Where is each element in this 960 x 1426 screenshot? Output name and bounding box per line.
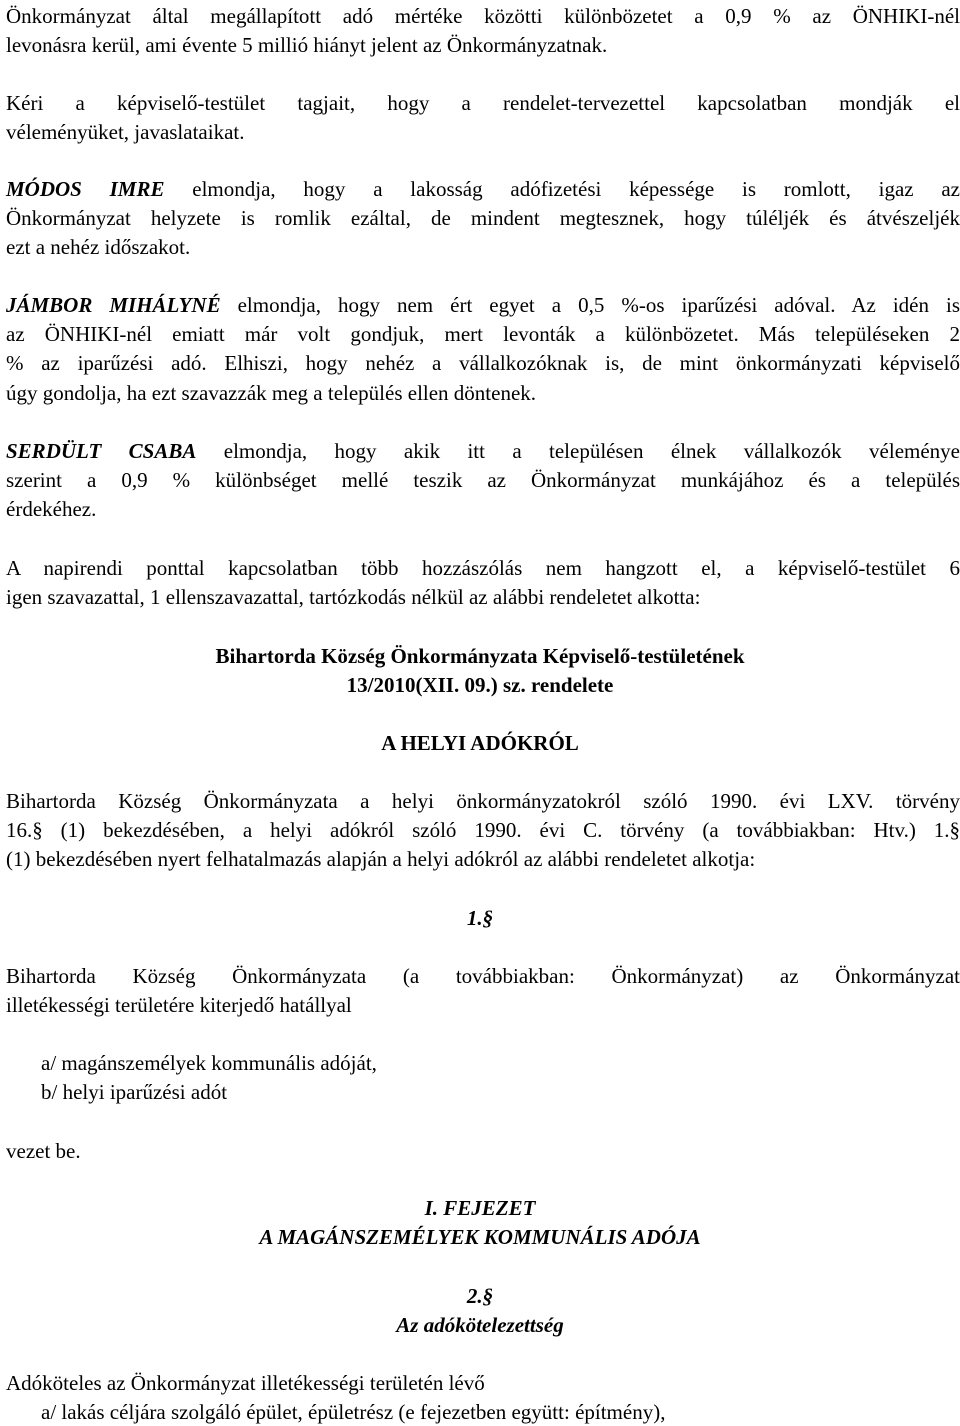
- para-1-line-1: Önkormányzat által megállapított adó mértéke közötti különbözetet a 0,9 % az ÖNHIKI-nél: [6, 4, 960, 28]
- para-5-line-1-text: elmondja, hogy akik itt a településen élnek vállalkozók véleménye: [223, 439, 960, 463]
- para-6-line-1: A napirendi ponttal kapcsolatban több hozzászólás nem hangzott el, a képviselő-testület 6: [6, 556, 960, 580]
- para-2-line-2: véleményüket, javaslataikat.: [6, 120, 245, 144]
- speaker-name: SERDÜLT CSABA: [6, 439, 197, 463]
- section-2-line-1: Adóköteles az Önkormányzat illetékességi területén lévő: [6, 1371, 485, 1395]
- para-5-line-3: érdekéhez.: [6, 497, 97, 521]
- para-3-line-1-text: elmondja, hogy a lakosság adófizetési képessége is romlott, igaz az: [192, 177, 960, 201]
- para-6-line-2: igen szavazattal, 1 ellenszavazattal, tartózkodás nélkül az alábbi rendeletet alkotta:: [6, 585, 701, 609]
- section-1-line-1: Bihartorda Község Önkormányzata (a továbbiakban: Önkormányzat) az Önkormányzat: [6, 964, 960, 988]
- para-4-line-3: % az iparűzési adó. Elhiszi, hogy nehéz a vállalkozóknak is, de mint önkormányzati képviselő: [6, 351, 960, 375]
- speaker-name: JÁMBOR MIHÁLYNÉ: [6, 293, 221, 317]
- para-5-line-2: szerint a 0,9 % különbséget mellé teszik az Önkormányzat munkájához és a település: [6, 468, 960, 492]
- preamble-line-1: Bihartorda Község Önkormányzata a helyi önkormányzatokról szóló 1990. évi LXV. törvény: [6, 789, 960, 813]
- decree-subject: A HELYI ADÓKRÓL: [381, 731, 579, 755]
- chapter-number: I. FEJEZET: [424, 1196, 536, 1220]
- decree-title: Bihartorda Község Önkormányzata Képviselő-testületének: [215, 644, 745, 668]
- preamble-line-3: (1) bekezdésében nyert felhatalmazás alapján a helyi adókról az alábbi rendeletet alkotja:: [6, 847, 756, 871]
- list-item-b: b/ helyi iparűzési adót: [41, 1080, 228, 1104]
- section-1-heading: 1.§: [466, 906, 494, 930]
- chapter-title: A MAGÁNSZEMÉLYEK KOMMUNÁLIS ADÓJA: [259, 1225, 701, 1249]
- para-3-line-3: ezt a nehéz időszakot.: [6, 235, 191, 259]
- section-1-closing: vezet be.: [6, 1139, 81, 1163]
- section-2-subtitle: Az adókötelezettség: [396, 1313, 564, 1337]
- para-4-line-2: az ÖNHIKI-nél emiatt már volt gondjuk, mert levonták a különbözetet. Más településeken 2: [6, 322, 960, 346]
- para-4-line-1-text: elmondja, hogy nem ért egyet a 0,5 %-os iparűzési adóval. Az idén is: [237, 293, 960, 317]
- section-2-item-a: a/ lakás céljára szolgáló épület, épületrész (e fejezetben együtt: építmény),: [41, 1400, 666, 1424]
- decree-number: 13/2010(XII. 09.) sz. rendelete: [346, 673, 614, 697]
- section-1-line-2: illetékességi területére kiterjedő hatállyal: [6, 993, 352, 1017]
- preamble-line-2: 16.§ (1) bekezdésében, a helyi adókról szóló 1990. évi C. törvény (a továbbiakban: Htv.) 1.§: [6, 818, 960, 842]
- para-4-line-1: [6, 293, 960, 317]
- para-3-line-1: [6, 177, 960, 201]
- list-item-a: a/ magánszemélyek kommunális adóját,: [41, 1051, 377, 1075]
- para-3-line-2: Önkormányzat helyzete is romlik ezáltal, de mindent megtesznek, hogy túléljék és átvészeljék: [6, 206, 960, 230]
- speaker-name: MÓDOS IMRE: [6, 177, 165, 201]
- section-2-heading: 2.§: [466, 1284, 494, 1308]
- para-4-line-4: úgy gondolja, ha ezt szavazzák meg a település ellen döntenek.: [6, 381, 537, 405]
- para-5-line-1: [6, 439, 960, 463]
- para-2-line-1: Kéri a képviselő-testület tagjait, hogy a rendelet-tervezettel kapcsolatban mondják el: [6, 91, 960, 115]
- para-1-line-2: levonásra kerül, ami évente 5 millió hiányt jelent az Önkormányzatnak.: [6, 33, 608, 57]
